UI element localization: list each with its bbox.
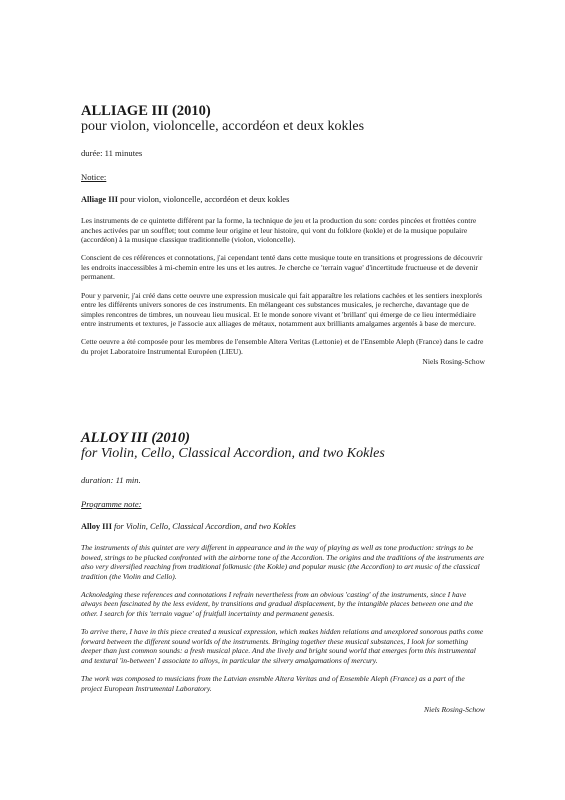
french-note-heading-work: Alliage III (81, 195, 118, 204)
french-duration: durée: 11 minutes (81, 148, 143, 158)
french-paragraph: Pour y parvenir, j'ai créé dans cette oeuvre une expression musicale qui fait apparaître les relations cachées et les sentiers inexplorés entre les différents univers sonores de ces instruments. En mélangeant ces substances musicales, je recherche, davantage que de simples rencontres de timbres, un nouveau lieu musical. Et le monde sonore vivant et 'brillant' qui émerge de ce lieu intermédiaire entre instruments et textures, je l'associe aux alliages de métaux, notamment aux brilliants amalgames argentés à base de mercure. (81, 290, 483, 329)
french-title: ALLIAGE III (2010) (81, 103, 211, 119)
french-note-heading-instruments: pour violon, violoncelle, accordéon et deux kokles (118, 195, 290, 204)
french-subtitle: pour violon, violoncelle, accordéon et deux kokles (81, 119, 365, 134)
french-notice-label: Notice: (81, 172, 107, 182)
english-paragraph: Acknoledging these references and connotations I refrain nevertheless from an obvious 'casting' of the instruments, since I have always been fascinated by the less evident, by transitions and gradual displacement, by the intangible places between one and the other. I search for this 'terrain vague' of fruitfull incertainty and permanent genesis. (81, 589, 474, 619)
french-note-heading (81, 195, 485, 205)
french-section (81, 103, 485, 366)
french-paragraph: Les instruments de ce quintette différent par la forme, la technique de jeu et la production du son: cordes pincées et frottées contre anches activées par un soufflet; tout comme leur origine et leur histoire, qui vont du folklore (kokle) et de la musique populaire (accordéon) à la musique classique traditionnelle (violon, violoncelle). (81, 216, 477, 245)
french-paragraph: Conscient de ces références et connotations, j'ai cependant tenté dans cette musique toute en transitions et progressions de découvrir les endroits inaccessibles à mi-chemin entre les uns et les autres. Je cherche ce 'terrain vague' d'incertitude fructueuse et de devenir permanent. (81, 253, 483, 282)
english-title: ALLOY III (2010) (81, 430, 191, 446)
english-programme-note-label: Programme note: (81, 499, 142, 509)
english-section (81, 430, 485, 715)
english-paragraph: The instruments of this quintet are very different in appearance and in the way of playing as well as tone production: strings to be bowed, strings to be plucked confronted with the airborne tone of the Accordion. The origins and the traditions of the instruments are also very diversified reaching from traditional folkmusic (the Kokle) and popular music (the Accordion) to art music of the classical tradition (the Violin and Cello). (81, 543, 484, 581)
english-subtitle: for Violin, Cello, Classical Accordion, and two Kokles (81, 446, 385, 461)
english-signature: Niels Rosing-Schow (424, 705, 485, 715)
french-signature: Niels Rosing-Schow (422, 356, 485, 366)
english-paragraph: The work was composed to musicians from the Latvian ensmble Altera Veritas and of Ensemble Aleph (France) as a part of the project European Instrumental Laboratory. (81, 674, 465, 693)
english-note-heading-work: Alloy III (81, 522, 112, 531)
english-duration: duration: 11 min. (81, 475, 141, 485)
english-note-heading-instruments: for Violin, Cello, Classical Accordion, and two Kokles (111, 522, 296, 531)
english-paragraph: To arrive there, I have in this piece created a musical expression, which makes hidden relations and unexplored sonorous paths come forward between the different sound worlds of the instruments. Bringing together these musical substances, I look for something deeper than just common sounds: a fresh musical place. And the lively and bright sound world that emerges form this instrumental and textural 'in-between' I associate to alloys, in particular the silvery amalgamations of mercury. (81, 627, 484, 665)
french-paragraph: Cette oeuvre a été composée pour les membres de l'ensemble Altera Veritas (Lettonie) et de l'Ensemble Aleph (France) dans le cadre du projet Laboratoire Instrumental Européen (LIEU). (81, 337, 484, 357)
english-note-heading (81, 522, 485, 532)
